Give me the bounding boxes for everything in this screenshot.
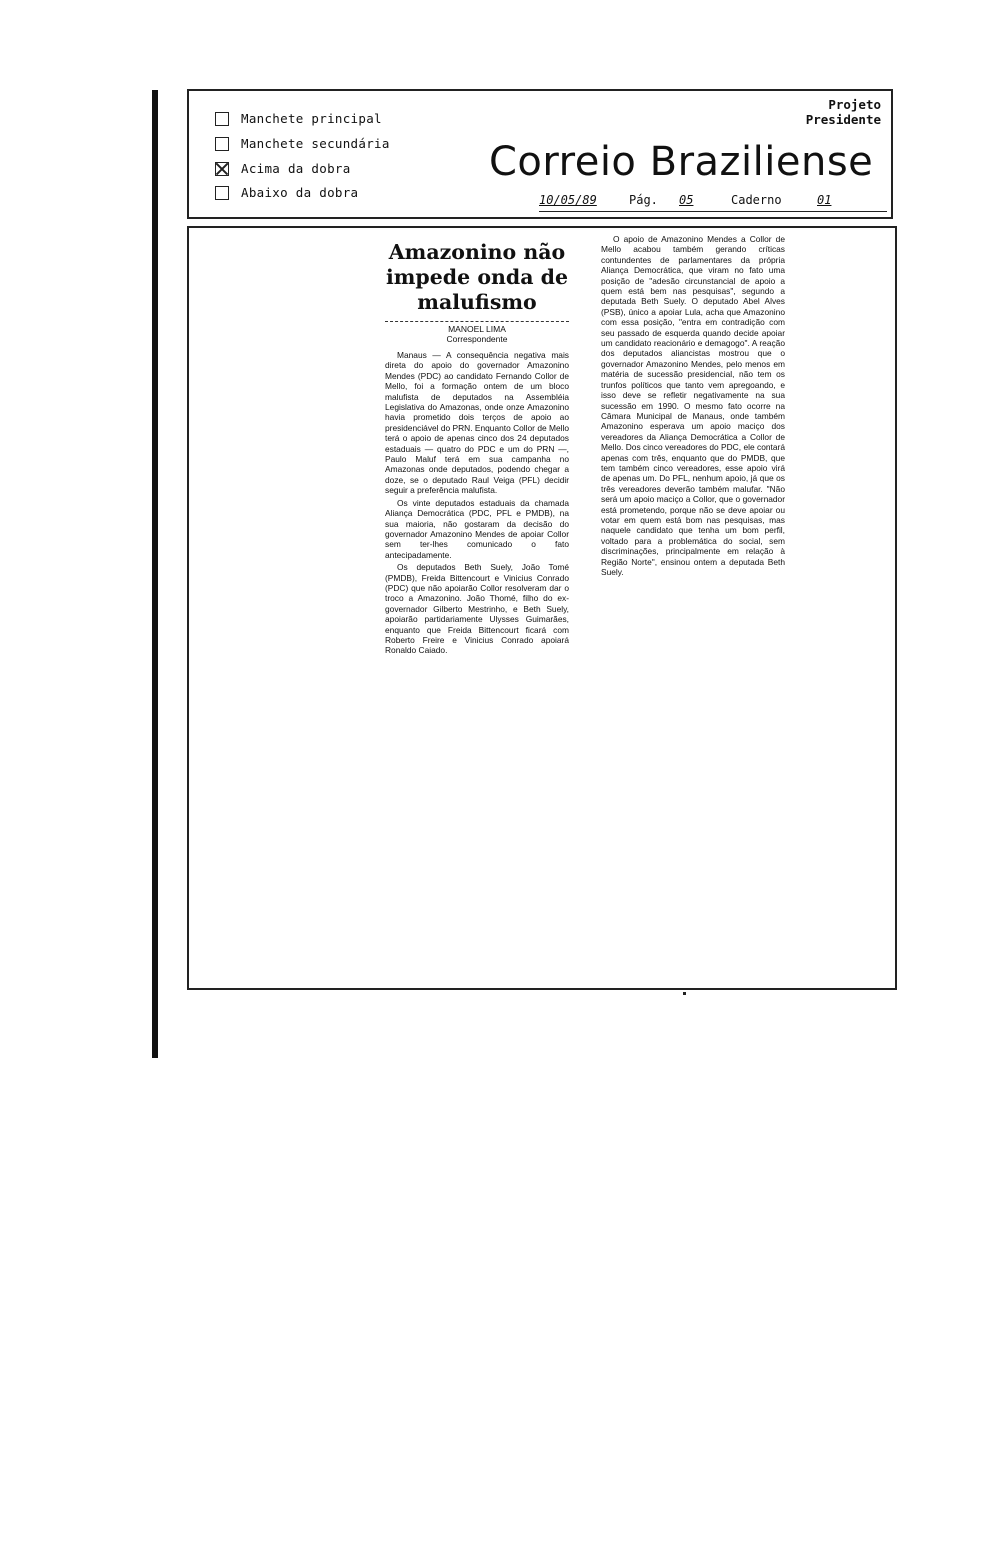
paragraph: Os deputados Beth Suely, João Tomé (PMDB), Freida Bittencourt e Vinicius Conrado (PDC) que não apoiarão Collor resolveram dar o troco a Amazonino. João Thomé, filho do ex-governador Gilberto Mestrinho, e Beth Suely, apoiarão partidariamente Ulysses Guimarães, enquanto que Freida Bittencourt ficará com Roberto Freire e Vinicius Conrado apoiará Ronaldo Caiado. [385,562,569,656]
checklist-item-abaixo-da-dobra[interactable] [215,185,358,200]
author-role: Correspondente [446,334,508,344]
project-line-1: Projeto [828,97,881,112]
article-column-1 [385,240,569,658]
article-column-2 [601,234,785,579]
page-value: 05 [679,193,694,207]
checklist-item-acima-da-dobra[interactable] [215,161,351,176]
date-value: 10/05/89 [539,193,597,207]
checklist-item-manchete-principal[interactable] [215,111,382,126]
checklist-label: Manchete secundária [241,136,390,151]
paragraph: O apoio de Amazonino Mendes a Collor de Mello acabou também gerando críticas contundentes de parlamentares da própria Aliança Democrática, que viram no fato uma posição de "adesão circunstancial de apoio a quem está bem nas pesquisas", segundo a deputada Beth Suely. O deputado Abel Alves (PSB), único a apoiar Lula, acha que Amazonino com essa posição, "entra em contradição com seu passado de esquerda quando decide apoiar um candidato reacionário e demagogo". A reação dos deputados aliancistas mostrou que o governador Amazonino Mendes, pelo menos em matéria de sucessão presidencial, não tem os trunfos políticos que tanto vem apregoando, e isso deve se refletir negativamente na sua sucessão em 1990. O mesmo fato ocorre na Câmara Municipal de Manaus, onde também Amazonino esperava um apoio maciço dos vereadores da Aliança Democrática a Collor de Mello. Dos cinco vereadores do PDC, ele contará apenas com três, enquanto que do PMDB, que tem também cinco vereadores, esse apoio virá de apenas um. Do PFL, nenhum apoio, já que os três vereadores deverão também malufar. "Não será um apoio maciço a Collor, que o governador está prometendo, porque não se deve apoiar ou votar em quem está bom nas pesquisas, mas naquele candidato que tenha um bom perfil, voltado para a problemática do social, sem discriminações, principalmente em relação à Região Norte", ensinou ontem a deputada Beth Suely. [601,234,785,577]
scan-edge-bar [152,90,158,1058]
author-name: MANOEL LIMA [448,324,506,334]
checklist-label: Manchete principal [241,111,382,126]
checkbox-icon[interactable] [215,112,229,126]
checklist-item-manchete-secundaria[interactable] [215,136,390,151]
article-headline: Amazonino não impede onda de malufismo [385,240,569,314]
project-label [806,97,881,127]
page-label: Pág. [629,193,658,207]
checkbox-icon[interactable] [215,137,229,151]
checked-checkbox-icon[interactable] [215,162,229,176]
byline [385,321,569,344]
paragraph: Manaus — A consequência negativa mais direta do apoio do governador Amazonino Mendes (PDC) ao candidato Fernando Collor de Mello, foi a formação ontem de um bloco malufista de deputados na Assembléia Legislativa do Amazonas, onde onze Amazonino havia prometido dois terços de apoio ao presidenciável do PRN. Enquanto Collor de Mello terá o apoio de apenas cinco dos 24 deputados estaduais — quatro do PDC e um do PRN —, Paulo Maluf terá em sua campanha no Amazonas onde deputados, podendo chegar a doze, se o deputado Raul Veiga (PFL) decidir seguir a preferência malufista. [385,350,569,496]
caderno-label: Caderno [731,193,782,207]
checklist-label: Abaixo da dobra [241,185,359,200]
paragraph: Os vinte deputados estaduais da chamada Aliança Democrática (PDC, PFL e PMDB), na sua maioria, não gostaram da decisão do governador Amazonino Mendes de apoiar Collor sem ter-lhes comunicado o fato antecipadamente. [385,497,569,560]
article-body-col2 [601,234,785,577]
checklist-label: Acima da dobra [241,161,351,176]
dateline [539,193,887,212]
article-body-col1 [385,350,569,656]
article-clipping [187,226,897,990]
newspaper-masthead: Correio Braziliense [489,139,874,185]
scan-speck [683,992,686,995]
caderno-value: 01 [817,193,832,207]
project-line-2: Presidente [805,112,881,127]
checkbox-icon[interactable] [215,186,229,200]
clipping-header [187,89,893,219]
